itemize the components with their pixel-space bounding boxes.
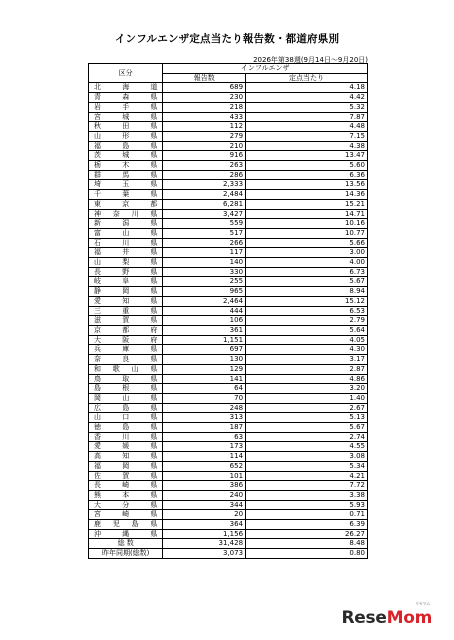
prefecture-name bbox=[89, 141, 163, 151]
region-header: 区分 bbox=[89, 64, 163, 83]
table-row bbox=[89, 520, 368, 530]
report-count-cell: 559 bbox=[163, 219, 246, 229]
logo-accent: Mom bbox=[386, 608, 432, 628]
prefecture-name-chars: 長 崎 県 bbox=[94, 481, 158, 490]
report-count-cell: 2,464 bbox=[163, 296, 246, 306]
total-label: 総 数 bbox=[89, 539, 163, 549]
prefecture-name bbox=[89, 209, 163, 219]
table-row bbox=[89, 277, 368, 287]
per-sentinel-cell: 5.67 bbox=[246, 277, 368, 287]
per-sentinel-cell: 5.66 bbox=[246, 238, 368, 248]
table-row bbox=[89, 461, 368, 471]
prefecture-name-chars: 滋 賀 県 bbox=[94, 316, 158, 325]
per-sentinel-cell: 10.77 bbox=[246, 228, 368, 238]
prefecture-name bbox=[89, 112, 163, 122]
report-count-cell: 112 bbox=[163, 122, 246, 132]
count-header: 報告数 bbox=[163, 73, 246, 83]
report-count-cell: 2,484 bbox=[163, 190, 246, 200]
prefecture-name-chars: 群 馬 県 bbox=[94, 170, 158, 179]
prefecture-name bbox=[89, 403, 163, 413]
prefecture-name-chars: 岩 手 県 bbox=[94, 102, 158, 111]
per-sentinel-cell: 13.56 bbox=[246, 180, 368, 190]
last-year-label: 昨年同期(総数) bbox=[89, 549, 163, 559]
report-count-cell: 361 bbox=[163, 325, 246, 335]
per-sentinel-cell: 5.60 bbox=[246, 161, 368, 171]
prefecture-name-chars: 静 岡 県 bbox=[94, 287, 158, 296]
report-count-cell: 130 bbox=[163, 355, 246, 365]
report-count-cell: 286 bbox=[163, 170, 246, 180]
prefecture-name-chars: 岡 山 県 bbox=[94, 393, 158, 402]
prefecture-name-chars: 長 野 県 bbox=[94, 267, 158, 276]
prefecture-name bbox=[89, 384, 163, 394]
prefecture-name bbox=[89, 199, 163, 209]
per-sentinel-cell: 4.18 bbox=[246, 83, 368, 93]
per-sentinel-cell: 8.94 bbox=[246, 287, 368, 297]
report-count-cell: 240 bbox=[163, 490, 246, 500]
per-sentinel-cell: 13.47 bbox=[246, 151, 368, 161]
report-count-cell: 386 bbox=[163, 481, 246, 491]
prefecture-name-chars: 富 山 県 bbox=[94, 228, 158, 237]
table-row bbox=[89, 335, 368, 345]
prefecture-name bbox=[89, 520, 163, 530]
prefecture-name bbox=[89, 481, 163, 491]
table-row bbox=[89, 131, 368, 141]
per-sentinel-cell: 3.17 bbox=[246, 355, 368, 365]
prefecture-name-chars: 島 根 県 bbox=[94, 384, 158, 393]
report-count-cell: 1,156 bbox=[163, 529, 246, 539]
table-row bbox=[89, 442, 368, 452]
prefecture-name-chars: 京 都 府 bbox=[94, 325, 158, 334]
table-row bbox=[89, 141, 368, 151]
prefecture-name bbox=[89, 423, 163, 433]
per-sentinel-cell: 4.38 bbox=[246, 141, 368, 151]
prefecture-name-chars: 愛 知 県 bbox=[94, 296, 158, 305]
prefecture-name-chars: 鳥 取 県 bbox=[94, 374, 158, 383]
prefecture-name bbox=[89, 102, 163, 112]
table-row bbox=[89, 219, 368, 229]
table-row bbox=[89, 151, 368, 161]
per-sentinel-cell: 4.21 bbox=[246, 471, 368, 481]
table-row bbox=[89, 423, 368, 433]
report-count-cell: 129 bbox=[163, 364, 246, 374]
table-row bbox=[89, 112, 368, 122]
prefecture-name bbox=[89, 228, 163, 238]
report-count-cell: 652 bbox=[163, 461, 246, 471]
per-sentinel-cell: 4.30 bbox=[246, 345, 368, 355]
header-row-1 bbox=[89, 64, 368, 74]
logo-small-text: リセマム bbox=[415, 601, 430, 606]
table-row bbox=[89, 258, 368, 268]
report-count-cell: 3,427 bbox=[163, 209, 246, 219]
table-row bbox=[89, 471, 368, 481]
per-sentinel-cell: 6.53 bbox=[246, 306, 368, 316]
prefecture-name bbox=[89, 316, 163, 326]
table-row bbox=[89, 170, 368, 180]
per-sentinel-cell: 4.86 bbox=[246, 374, 368, 384]
prefecture-name bbox=[89, 325, 163, 335]
per-sentinel-cell: 5.67 bbox=[246, 423, 368, 433]
table-row bbox=[89, 364, 368, 374]
per-sentinel-cell: 2.74 bbox=[246, 432, 368, 442]
table-row bbox=[89, 102, 368, 112]
prefecture-name bbox=[89, 413, 163, 423]
prefecture-name bbox=[89, 364, 163, 374]
prefecture-name bbox=[89, 267, 163, 277]
report-count-cell: 255 bbox=[163, 277, 246, 287]
table-row bbox=[89, 287, 368, 297]
per-sentinel-cell: 14.36 bbox=[246, 190, 368, 200]
per-sentinel-cell: 6.36 bbox=[246, 170, 368, 180]
report-count-cell: 364 bbox=[163, 520, 246, 530]
table-row bbox=[89, 432, 368, 442]
table-row bbox=[89, 529, 368, 539]
prefecture-name-chars: 岐 阜 県 bbox=[94, 277, 158, 286]
prefecture-name bbox=[89, 306, 163, 316]
per-sentinel-cell: 3.00 bbox=[246, 248, 368, 258]
prefecture-name-chars: 大 分 県 bbox=[94, 500, 158, 509]
last-year-row bbox=[89, 549, 368, 559]
per-sentinel-cell: 5.34 bbox=[246, 461, 368, 471]
prefecture-name bbox=[89, 374, 163, 384]
report-count-cell: 1,151 bbox=[163, 335, 246, 345]
prefecture-name-chars: 奈 良 県 bbox=[94, 355, 158, 364]
per-sentinel-cell: 10.16 bbox=[246, 219, 368, 229]
report-count-cell: 114 bbox=[163, 452, 246, 462]
per-sentinel-cell: 1.40 bbox=[246, 393, 368, 403]
prefecture-name bbox=[89, 461, 163, 471]
table-row bbox=[89, 83, 368, 93]
prefecture-name-chars: 徳 島 県 bbox=[94, 423, 158, 432]
report-count-cell: 230 bbox=[163, 93, 246, 103]
prefecture-name-chars: 大 阪 府 bbox=[94, 335, 158, 344]
prefecture-name-chars: 秋 田 県 bbox=[94, 122, 158, 131]
total-row bbox=[89, 539, 368, 549]
table-row bbox=[89, 199, 368, 209]
report-count-cell: 689 bbox=[163, 83, 246, 93]
prefecture-name bbox=[89, 219, 163, 229]
prefecture-name-chars: 広 島 県 bbox=[94, 403, 158, 412]
table-row bbox=[89, 403, 368, 413]
table-row bbox=[89, 209, 368, 219]
per-sentinel-cell: 6.39 bbox=[246, 520, 368, 530]
prefecture-name-chars: 東 京 都 bbox=[94, 199, 158, 208]
prefecture-name-chars: 兵 庫 県 bbox=[94, 345, 158, 354]
report-count-cell: 106 bbox=[163, 316, 246, 326]
report-count-cell: 916 bbox=[163, 151, 246, 161]
prefecture-name-chars: 神 奈 川 県 bbox=[94, 209, 158, 218]
prefecture-name bbox=[89, 335, 163, 345]
per-sentinel-cell: 7.72 bbox=[246, 481, 368, 491]
prefecture-name bbox=[89, 151, 163, 161]
report-count-cell: 517 bbox=[163, 228, 246, 238]
per-sentinel-cell: 3.38 bbox=[246, 490, 368, 500]
prefecture-name-chars: 香 川 県 bbox=[94, 432, 158, 441]
prefecture-name-chars: 石 川 県 bbox=[94, 238, 158, 247]
prefecture-name bbox=[89, 287, 163, 297]
prefecture-name-chars: 埼 玉 県 bbox=[94, 180, 158, 189]
per-sentinel-cell: 3.08 bbox=[246, 452, 368, 462]
prefecture-name bbox=[89, 529, 163, 539]
prefecture-name-chars: 佐 賀 県 bbox=[94, 471, 158, 480]
prefecture-name-chars: 茨 城 県 bbox=[94, 151, 158, 160]
prefecture-name bbox=[89, 180, 163, 190]
report-count-cell: 173 bbox=[163, 442, 246, 452]
table-row bbox=[89, 374, 368, 384]
prefecture-name bbox=[89, 122, 163, 132]
table-row bbox=[89, 238, 368, 248]
per-sentinel-cell: 4.55 bbox=[246, 442, 368, 452]
report-count-cell: 101 bbox=[163, 471, 246, 481]
per-sentinel-cell: 15.21 bbox=[246, 199, 368, 209]
report-count-cell: 344 bbox=[163, 500, 246, 510]
report-count-cell: 20 bbox=[163, 510, 246, 520]
per-sentinel-cell: 7.15 bbox=[246, 131, 368, 141]
report-count-cell: 6,281 bbox=[163, 199, 246, 209]
prefecture-name bbox=[89, 432, 163, 442]
prefecture-name bbox=[89, 161, 163, 171]
table-row bbox=[89, 345, 368, 355]
prefecture-name-chars: 山 口 県 bbox=[94, 413, 158, 422]
prefecture-name-chars: 福 井 県 bbox=[94, 248, 158, 257]
prefecture-name bbox=[89, 170, 163, 180]
prefecture-name-chars: 沖 縄 県 bbox=[94, 529, 158, 538]
table-row bbox=[89, 316, 368, 326]
report-count-cell: 63 bbox=[163, 432, 246, 442]
table-row bbox=[89, 393, 368, 403]
prefecture-name-chars: 山 形 県 bbox=[94, 131, 158, 140]
per-sentinel-cell: 4.00 bbox=[246, 258, 368, 268]
report-count-cell: 330 bbox=[163, 267, 246, 277]
per-sentinel-cell: 3.20 bbox=[246, 384, 368, 394]
prefecture-name bbox=[89, 238, 163, 248]
period-label: 2026年第38週(9月14日～9月20日) bbox=[253, 56, 368, 64]
table-row bbox=[89, 228, 368, 238]
per-sentinel-cell: 4.42 bbox=[246, 93, 368, 103]
prefecture-name-chars: 新 潟 県 bbox=[94, 219, 158, 228]
prefecture-name-chars: 和 歌 山 県 bbox=[94, 364, 158, 373]
report-count-cell: 117 bbox=[163, 248, 246, 258]
prefecture-name-chars: 青 森 県 bbox=[94, 93, 158, 102]
report-count-cell: 2,333 bbox=[163, 180, 246, 190]
prefecture-name bbox=[89, 190, 163, 200]
report-count-cell: 263 bbox=[163, 161, 246, 171]
table-row bbox=[89, 306, 368, 316]
per-sentinel-cell: 2.67 bbox=[246, 403, 368, 413]
report-count-cell: 210 bbox=[163, 141, 246, 151]
per-sentinel-cell: 5.32 bbox=[246, 102, 368, 112]
prefecture-name-chars: 宮 崎 県 bbox=[94, 510, 158, 519]
report-count-cell: 313 bbox=[163, 413, 246, 423]
table-row bbox=[89, 452, 368, 462]
report-count-cell: 697 bbox=[163, 345, 246, 355]
per-sentinel-cell: 2.87 bbox=[246, 364, 368, 374]
per-sentinel-cell: 14.71 bbox=[246, 209, 368, 219]
report-count-cell: 140 bbox=[163, 258, 246, 268]
prefecture-name bbox=[89, 248, 163, 258]
table-row bbox=[89, 267, 368, 277]
table-row bbox=[89, 161, 368, 171]
per-sentinel-cell: 7.87 bbox=[246, 112, 368, 122]
prefecture-name bbox=[89, 510, 163, 520]
prefecture-name-chars: 愛 媛 県 bbox=[94, 442, 158, 451]
prefecture-name bbox=[89, 131, 163, 141]
prefecture-name-chars: 三 重 県 bbox=[94, 306, 158, 315]
prefecture-name bbox=[89, 442, 163, 452]
report-count-cell: 70 bbox=[163, 393, 246, 403]
prefecture-name bbox=[89, 83, 163, 93]
table-row bbox=[89, 93, 368, 103]
prefecture-name-chars: 熊 本 県 bbox=[94, 490, 158, 499]
table-row bbox=[89, 122, 368, 132]
influenza-group-header: インフルエンザ bbox=[163, 64, 368, 74]
prefecture-name bbox=[89, 258, 163, 268]
per-sentinel-cell: 26.27 bbox=[246, 529, 368, 539]
prefecture-name bbox=[89, 355, 163, 365]
report-count-cell: 248 bbox=[163, 403, 246, 413]
report-count-cell: 64 bbox=[163, 384, 246, 394]
prefecture-name-chars: 鹿 児 島 県 bbox=[94, 520, 158, 529]
table-row bbox=[89, 325, 368, 335]
table-row bbox=[89, 296, 368, 306]
per-sentinel-cell: 0.80 bbox=[246, 549, 368, 559]
resemom-logo bbox=[341, 601, 433, 628]
per-sentinel-cell: 5.64 bbox=[246, 325, 368, 335]
per-sentinel-cell: 15.12 bbox=[246, 296, 368, 306]
report-count-cell: 31,428 bbox=[163, 539, 246, 549]
prefecture-name bbox=[89, 345, 163, 355]
report-count-cell: 266 bbox=[163, 238, 246, 248]
table-row bbox=[89, 248, 368, 258]
prefecture-name-chars: 山 梨 県 bbox=[94, 258, 158, 267]
report-count-cell: 3,073 bbox=[163, 549, 246, 559]
table-row bbox=[89, 384, 368, 394]
report-count-cell: 433 bbox=[163, 112, 246, 122]
table-row bbox=[89, 413, 368, 423]
table-row bbox=[89, 500, 368, 510]
prefecture-name bbox=[89, 500, 163, 510]
report-count-cell: 965 bbox=[163, 287, 246, 297]
prefecture-name-chars: 福 島 県 bbox=[94, 141, 158, 150]
prefecture-name-chars: 栃 木 県 bbox=[94, 161, 158, 170]
per-sentinel-cell: 5.93 bbox=[246, 500, 368, 510]
report-count-cell: 187 bbox=[163, 423, 246, 433]
prefecture-name bbox=[89, 490, 163, 500]
prefecture-name bbox=[89, 393, 163, 403]
rate-header: 定点当たり bbox=[246, 73, 368, 83]
per-sentinel-cell: 6.73 bbox=[246, 267, 368, 277]
table-row bbox=[89, 190, 368, 200]
report-count-cell: 141 bbox=[163, 374, 246, 384]
prefecture-name-chars: 宮 城 県 bbox=[94, 112, 158, 121]
prefecture-name-chars: 北 海 道 bbox=[94, 83, 158, 92]
per-sentinel-cell: 0.71 bbox=[246, 510, 368, 520]
logo-main: Rese bbox=[341, 608, 387, 628]
influenza-report-table bbox=[88, 63, 368, 559]
report-count-cell: 218 bbox=[163, 102, 246, 112]
prefecture-name bbox=[89, 296, 163, 306]
prefecture-name bbox=[89, 277, 163, 287]
prefecture-name bbox=[89, 452, 163, 462]
per-sentinel-cell: 5.13 bbox=[246, 413, 368, 423]
page-title: インフルエンザ定点当たり報告数・都道府県別 bbox=[114, 33, 340, 45]
table-row bbox=[89, 510, 368, 520]
prefecture-name-chars: 福 岡 県 bbox=[94, 461, 158, 470]
per-sentinel-cell: 4.05 bbox=[246, 335, 368, 345]
prefecture-name-chars: 千 葉 県 bbox=[94, 190, 158, 199]
table-row bbox=[89, 180, 368, 190]
per-sentinel-cell: 8.48 bbox=[246, 539, 368, 549]
table-row bbox=[89, 355, 368, 365]
per-sentinel-cell: 2.79 bbox=[246, 316, 368, 326]
per-sentinel-cell: 4.48 bbox=[246, 122, 368, 132]
prefecture-name bbox=[89, 93, 163, 103]
table-body bbox=[89, 64, 368, 559]
report-count-cell: 279 bbox=[163, 131, 246, 141]
report-count-cell: 444 bbox=[163, 306, 246, 316]
table-row bbox=[89, 490, 368, 500]
prefecture-name-chars: 高 知 県 bbox=[94, 452, 158, 461]
table-row bbox=[89, 481, 368, 491]
prefecture-name bbox=[89, 471, 163, 481]
